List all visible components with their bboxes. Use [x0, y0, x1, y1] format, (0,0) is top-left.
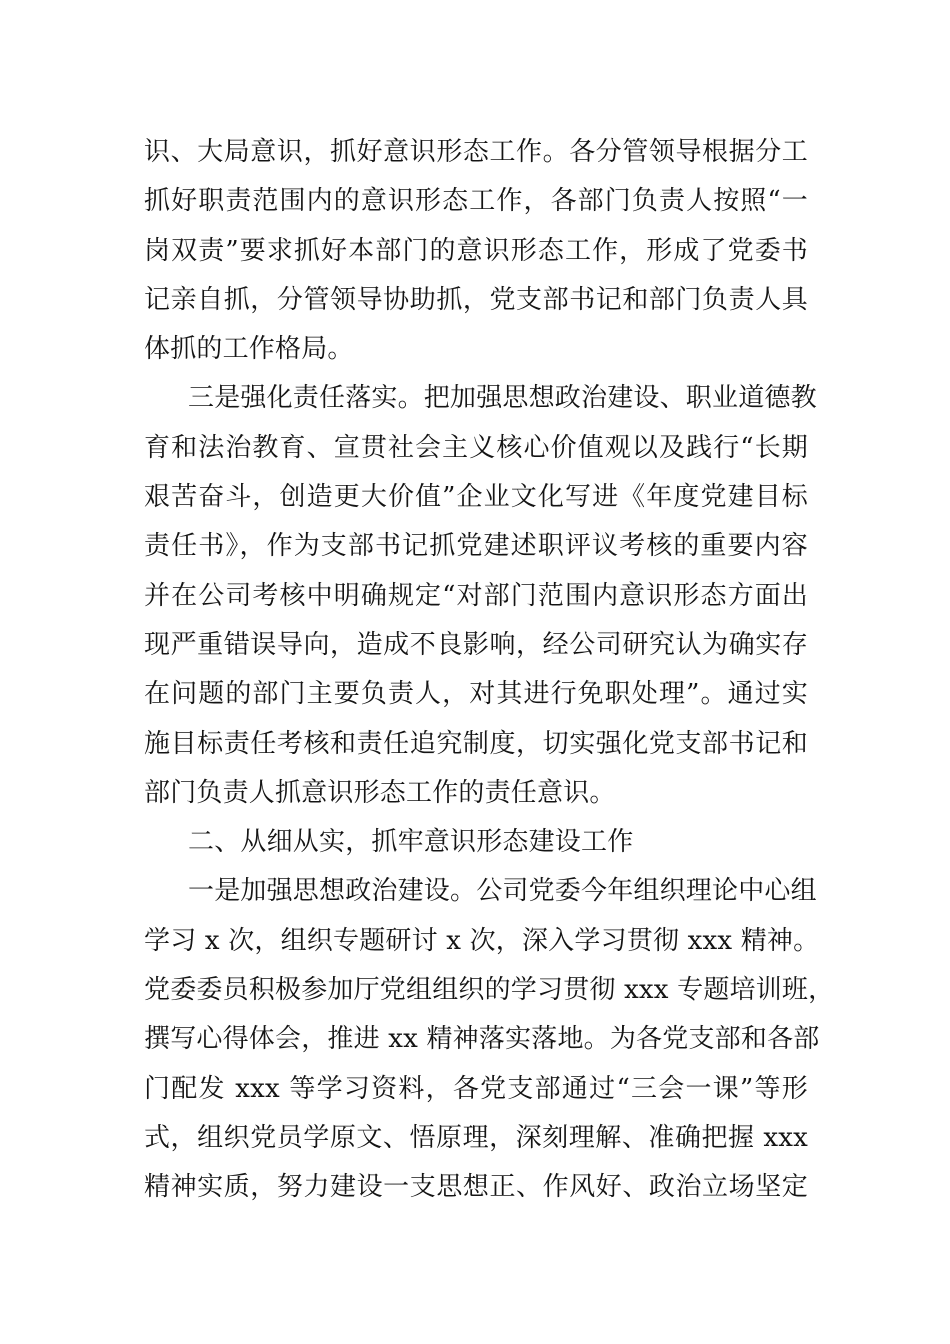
text-line: 部门负责人抓意识形态工作的责任意识。: [144, 777, 616, 808]
text-line: 精神实质，努力建设一支思想正、作风好、政治立场坚定: [144, 1172, 808, 1203]
text-line: 艰苦奋斗，创造更大价值”企业文化写进《年度党建目标: [144, 482, 808, 513]
text-line: 学习 x 次，组织专题研讨 x 次，深入学习贯彻 xxx 精神。: [144, 925, 820, 956]
text-line: 在问题的部门主要负责人，对其进行免职处理”。通过实: [144, 679, 808, 710]
section-heading: [144, 818, 808, 867]
text-line: 式，组织党员学原文、悟原理，深刻理解、准确把握 xxx: [144, 1122, 808, 1153]
text-line: 三是强化责任落实。把加强思想政治建设、职业道德教: [188, 383, 817, 414]
document-body: [144, 128, 835, 1213]
paragraph-political-building: [144, 867, 835, 1212]
paragraph-strengthen-accountability: [144, 374, 817, 818]
section-heading-text: 二、从细从实，抓牢意识形态建设工作: [188, 827, 634, 858]
text-line: 识、大局意识，抓好意识形态工作。各分管领导根据分工: [144, 137, 808, 167]
text-line: 责任书》，作为支部书记抓党建述职评议考核的重要内容: [144, 531, 808, 562]
text-line: 撰写心得体会，推进 xx 精神落实落地。为各党支部和各部: [144, 1024, 820, 1055]
text-line: 党委委员积极参加厅党组组织的学习贯彻 xxx 专题培训班，: [144, 975, 835, 1006]
text-line: 一是加强思想政治建设。公司党委今年组织理论中心组: [188, 876, 817, 907]
text-line: 记亲自抓，分管领导协助抓，党支部书记和部门负责人具: [144, 284, 808, 315]
text-line: 并在公司考核中明确规定“对部门范围内意识形态方面出: [144, 580, 808, 611]
text-line: 施目标责任考核和责任追究制度，切实强化党支部书记和: [144, 728, 808, 759]
text-line: 抓好职责范围内的意识形态工作，各部门负责人按照“一: [144, 186, 808, 217]
paragraph-responsibility-continued: [144, 128, 808, 374]
text-line: 岗双责”要求抓好本部门的意识形态工作，形成了党委书: [144, 235, 808, 266]
text-line: 门配发 xxx 等学习资料，各党支部通过“三会一课”等形: [144, 1073, 808, 1104]
text-line: 育和法治教育、宣贯社会主义核心价值观以及践行“长期: [144, 432, 808, 463]
text-line: 体抓的工作格局。: [144, 334, 354, 365]
text-line: 现严重错误导向，造成不良影响，经公司研究认为确实存: [144, 629, 808, 660]
